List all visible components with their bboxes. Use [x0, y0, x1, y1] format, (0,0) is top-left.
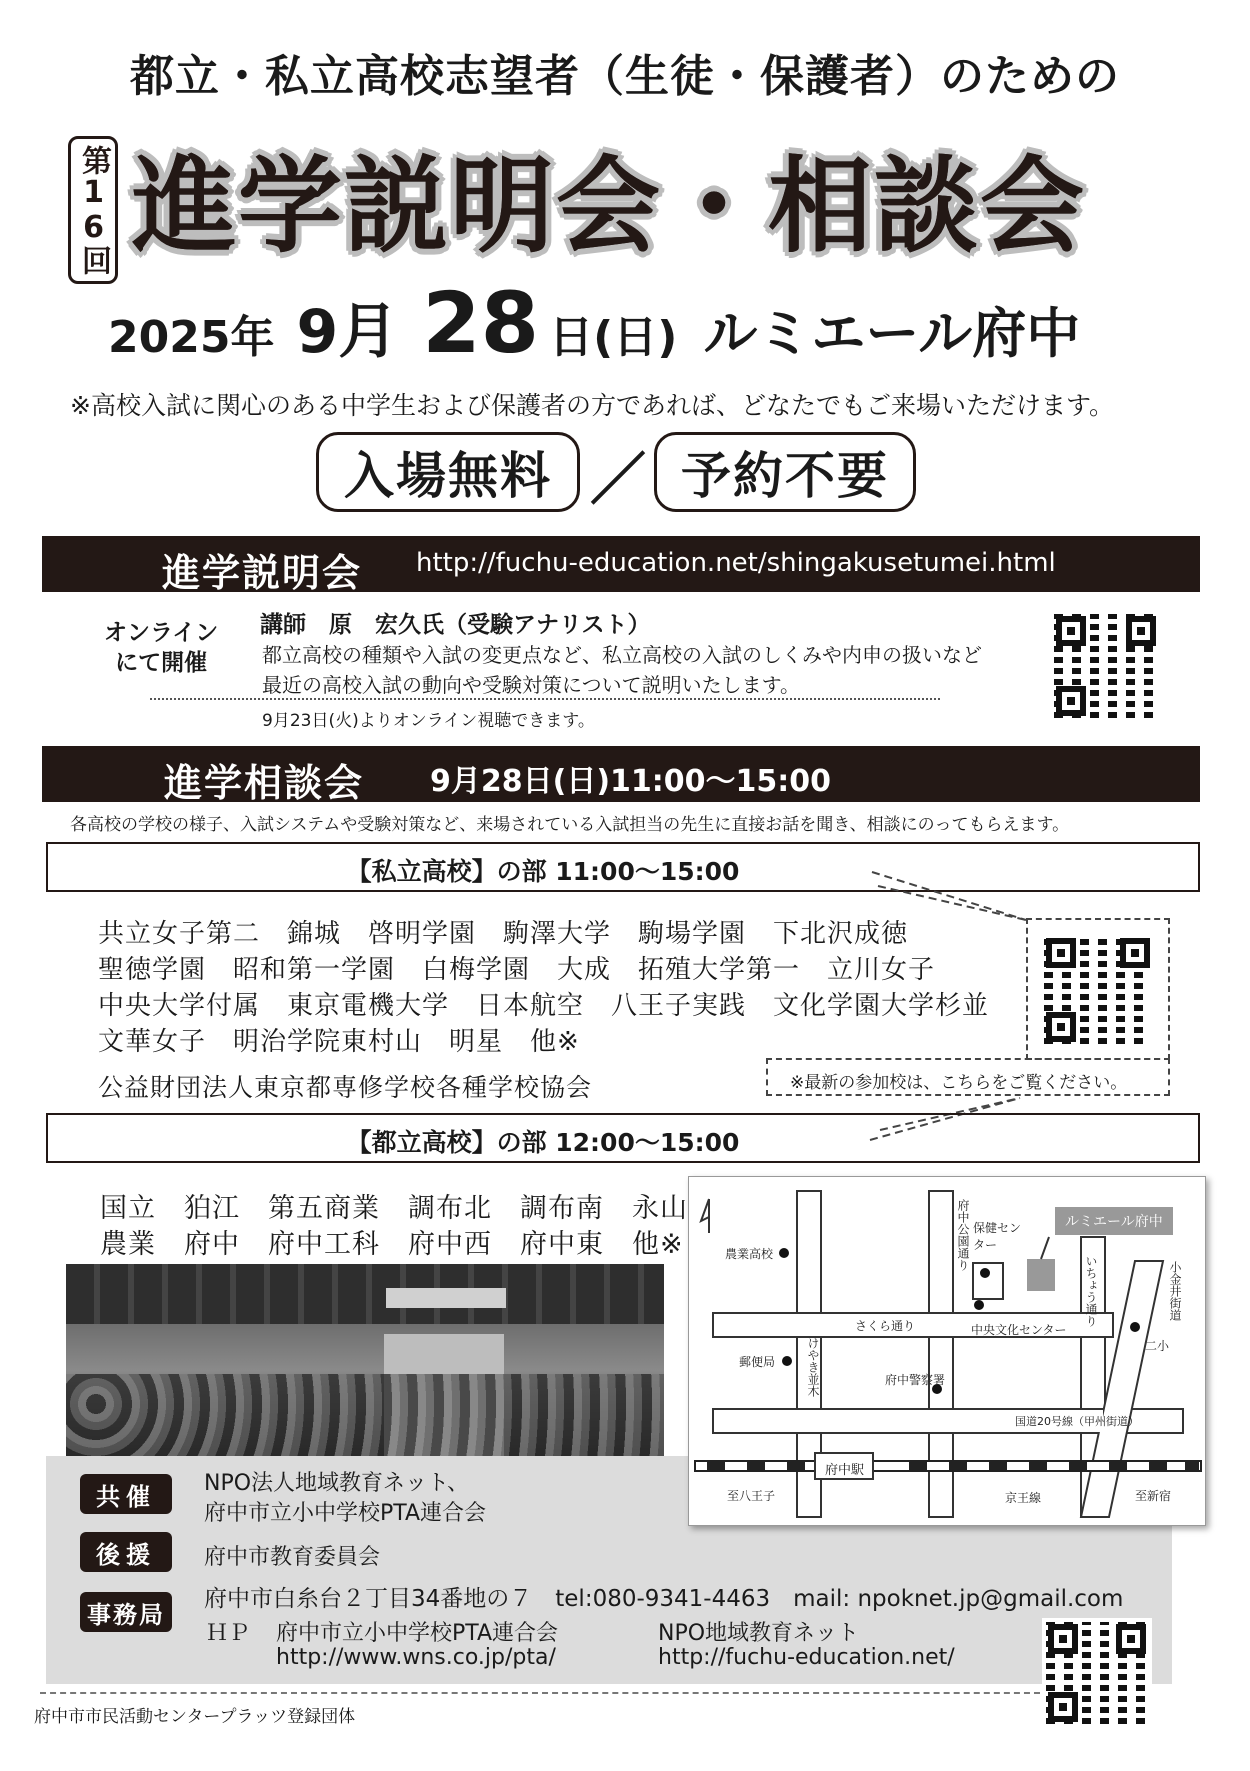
private-school-row-1: 共立女子第二 錦城 啓明学園 駒澤大学 駒場学園 下北沢成徳 [98, 919, 909, 949]
date-month: 9月 [296, 297, 399, 367]
header-subtitle: 都立・私立高校志望者（生徒・保護者）のための [130, 51, 1120, 102]
support-org: 府中市教育委員会 [204, 1545, 381, 1570]
private-section-header: 【私立高校】の部 11:00〜15:00 [346, 857, 740, 886]
office-address: 府中市白糸台２丁目34番地の７ tel:080-9341-4463 mail: npoknet.jp@gmail.com [204, 1586, 1124, 1612]
hp2-name: NPO地域教育ネット [658, 1621, 860, 1646]
private-school-row-4: 文華女子 明治学院東村山 明星 他※ [98, 1027, 580, 1057]
map-label-police: 府中警察署 [885, 1373, 946, 1387]
date-year: 2025年 [108, 312, 275, 363]
access-map [688, 1176, 1206, 1526]
organizer-label: 共催 [80, 1474, 172, 1514]
explanation-url[interactable]: http://fuchu-education.net/shingakusetumei.html [416, 548, 1056, 578]
footer-dashed-divider [40, 1692, 1040, 1694]
venue-name: ルミエール府中 [703, 302, 1081, 365]
consultation-desc: 各高校の学校の様子、入試システムや受験対策など、来場されている入試担当の先生に直接お話を聞き、相談にのってもらえます。 [70, 815, 1070, 835]
dotted-divider [150, 698, 940, 700]
online-viewing-note: 9月23日(火)よりオンライン視聴できます。 [262, 711, 595, 731]
badge-no-reservation: 予約不要 [654, 432, 916, 512]
map-label-health-center: 保健センター [973, 1221, 1022, 1252]
map-label-park-street: 府中公園通り [956, 1199, 970, 1271]
office-label: 事務局 [80, 1592, 172, 1632]
date-weekday: 日(日) [549, 312, 678, 363]
online-label: オンライン にて開催 [104, 620, 219, 676]
hp1-name: 府中市立小中学校PTA連合会 [276, 1621, 559, 1646]
organizer-line-2: 府中市立小中学校PTA連合会 [204, 1501, 487, 1526]
map-label-to-shinjuku: 至新宿 [1135, 1489, 1172, 1503]
attendance-note: ※高校入試に関心のある中学生および保護者の方であれば、どなたでもご来場いただけます。 [70, 391, 1114, 420]
hp-label: ＨＰ [206, 1621, 251, 1646]
lecturer: 講師 原 宏久氏（受験アナリスト） [260, 612, 651, 638]
consultation-datetime: 9月28日(日)11:00〜15:00 [430, 764, 832, 799]
map-label-ginkgo-street: いちょう通り [1084, 1255, 1098, 1327]
qr-note: ※最新の参加校は、こちらをご覧ください。 [790, 1073, 1128, 1093]
map-label-koganei-road: 小金井街道 [1168, 1261, 1182, 1321]
map-label-to-hachioji: 至八王子 [727, 1489, 776, 1503]
venue-photo [66, 1264, 664, 1458]
map-venue-label: ルミエール府中 [1055, 1207, 1173, 1235]
private-school-row-2: 聖徳学園 昭和第一学園 白梅学園 大成 拓殖大学第一 立川女子 [98, 955, 936, 985]
private-school-row-3: 中央大学付属 東京電機大学 日本航空 八王子実践 文化学園大学杉並 [98, 991, 990, 1021]
map-label-sakura-street: さくら通り [855, 1319, 916, 1333]
callout-lines [860, 860, 1060, 1150]
map-label-agri-school: 農業高校 [725, 1247, 774, 1261]
map-label-keyaki: けやき並木 [806, 1337, 820, 1397]
event-date [108, 274, 1081, 372]
edition-label: 第16回 [68, 136, 118, 284]
badge-free-entry: 入場無料 [316, 432, 580, 512]
hp1-url[interactable]: http://www.wns.co.jp/pta/ [276, 1645, 556, 1670]
main-title: 進学説明会・相談会 [132, 145, 1087, 267]
explanation-title: 進学説明会 [162, 551, 363, 595]
explanation-desc-1: 都立高校の種類や入試の変更点など、私立高校の入試のしくみや内申の扱いなど [262, 643, 982, 667]
map-label-fuchu-station: 府中駅 [825, 1463, 865, 1478]
date-day: 28 [422, 274, 540, 372]
map-label-keio-line: 京王線 [1005, 1491, 1042, 1505]
explanation-bar [42, 536, 1200, 595]
explanation-qr-code[interactable] [1050, 610, 1162, 722]
map-label-route20: 国道20号線（甲州街道） [1015, 1415, 1139, 1428]
registration-note: 府中市市民活動センタープラッツ登録団体 [34, 1707, 356, 1727]
consultation-bar [42, 746, 1200, 805]
private-association: 公益財団法人東京都専修学校各種学校協会 [98, 1073, 593, 1102]
consultation-title: 進学相談会 [164, 761, 365, 805]
office-qr-code[interactable] [1042, 1618, 1152, 1728]
public-school-row-1: 国立 狛江 第五商業 調布北 調布南 永山 [100, 1193, 688, 1224]
public-section-header: 【都立高校】の部 12:00〜15:00 [346, 1128, 740, 1157]
organizer-line-1: NPO法人地域教育ネット、 [204, 1471, 470, 1496]
map-label-culture-center: 中央文化センター [971, 1323, 1067, 1337]
map-label-ni-sho: 二小 [1145, 1339, 1170, 1353]
badge-separator: ／ [590, 448, 646, 513]
support-label: 後援 [80, 1532, 172, 1572]
map-label-post-office: 郵便局 [739, 1355, 776, 1369]
hp2-url[interactable]: http://fuchu-education.net/ [658, 1645, 955, 1670]
public-school-row-2: 農業 府中 府中工科 府中西 府中東 他※ [100, 1229, 684, 1260]
explanation-desc-2: 最近の高校入試の動向や受験対策について説明いたします。 [262, 673, 800, 697]
